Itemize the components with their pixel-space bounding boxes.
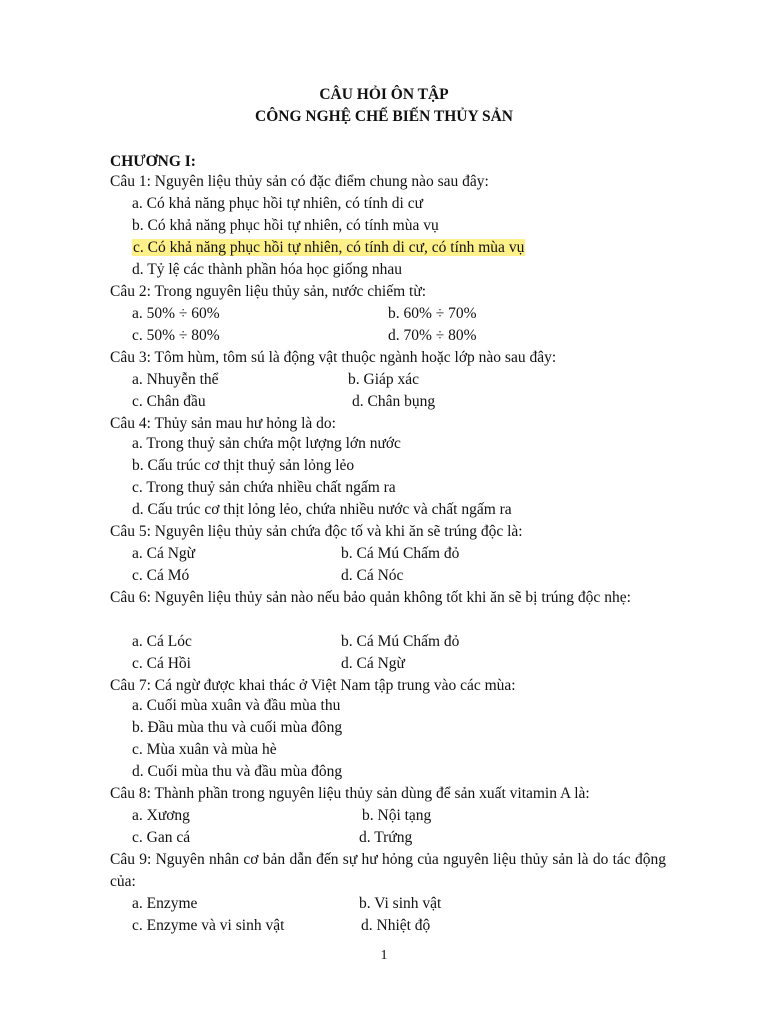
question-3-option-c: c. Chân đầu (132, 393, 206, 410)
page-number: 1 (380, 948, 388, 963)
chapter-heading: CHƯƠNG I: (110, 153, 196, 170)
question-1-option-d: d. Tỷ lệ các thành phần hóa học giống nhau (132, 261, 403, 278)
question-5-option-a: a. Cá Ngừ (132, 545, 196, 562)
question-1-option-c-highlighted (132, 239, 525, 257)
question-1-option-b: b. Có khả năng phục hồi tự nhiên, có tính mùa vụ (132, 217, 439, 234)
question-7-option-b: b. Đầu mùa thu và cuối mùa đông (132, 719, 343, 736)
question-7-option-d: d. Cuối mùa thu và đầu mùa đông (132, 763, 343, 780)
question-9-option-d: d. Nhiệt độ (361, 917, 431, 934)
question-3-option-b: b. Giáp xác (348, 371, 420, 388)
question-9-option-b: b. Vi sinh vật (359, 895, 442, 912)
question-8-option-c: c. Gan cá (132, 829, 191, 846)
answer-highlight: c. Có khả năng phục hồi tự nhiên, có tính di cư, có tính mùa vụ (133, 239, 525, 256)
question-9: Câu 9: Nguyên nhân cơ bản dẫn đến sự hư hỏng của nguyên liệu thủy sản là do tác động của: (110, 851, 666, 890)
question-1-option-a: a. Có khả năng phục hồi tự nhiên, có tính di cư (132, 195, 424, 212)
question-5-option-d: d. Cá Nóc (341, 567, 404, 584)
question-5-option-c: c. Cá Mó (132, 567, 190, 584)
question-3: Câu 3: Tôm hùm, tôm sú là động vật thuộc ngành hoặc lớp nào sau đây: (110, 349, 557, 366)
question-6-option-c: c. Cá Hồi (132, 655, 191, 672)
question-8: Câu 8: Thành phần trong nguyên liệu thủy sản dùng để sản xuất vitamin A là: (110, 785, 590, 802)
question-3-option-d: d. Chân bụng (352, 393, 436, 410)
question-7-option-a: a. Cuối mùa xuân và đầu mùa thu (132, 697, 341, 714)
question-7-option-c: c. Mùa xuân và mùa hè (132, 741, 277, 758)
question-1: Câu 1: Nguyên liệu thủy sản có đặc điểm chung nào sau đây: (110, 173, 489, 190)
question-2-option-a: a. 50% ÷ 60% (132, 305, 220, 322)
question-2-option-b: b. 60% ÷ 70% (388, 305, 477, 322)
question-6-option-d: d. Cá Ngừ (341, 655, 405, 672)
question-4-option-c: c. Trong thuỷ sản chứa nhiều chất ngấm ra (132, 479, 396, 496)
question-8-option-a: a. Xương (132, 807, 190, 824)
question-2-option-d: d. 70% ÷ 80% (388, 327, 477, 344)
question-3-option-a: a. Nhuyễn thể (132, 371, 219, 388)
question-4-option-b: b. Cấu trúc cơ thịt thuỷ sản lỏng lẻo (132, 457, 355, 474)
document-title: CÂU HỎI ÔN TẬP (319, 86, 449, 103)
question-4: Câu 4: Thủy sản mau hư hỏng là do: (110, 415, 336, 432)
question-9-option-a: a. Enzyme (132, 895, 198, 912)
question-6: Câu 6: Nguyên liệu thủy sản nào nếu bảo quản không tốt khi ăn sẽ bị trúng độc nhẹ: (110, 589, 631, 606)
question-4-option-a: a. Trong thuỷ sản chứa một lượng lớn nước (132, 435, 401, 452)
document-subtitle: CÔNG NGHỆ CHẾ BIẾN THỦY SẢN (255, 108, 513, 125)
question-5-option-b: b. Cá Mú Chấm đỏ (341, 545, 460, 562)
question-8-option-d: d. Trứng (359, 829, 413, 846)
question-5: Câu 5: Nguyên liệu thủy sản chứa độc tố và khi ăn sẽ trúng độc là: (110, 523, 523, 540)
question-2: Câu 2: Trong nguyên liệu thủy sản, nước chiếm từ: (110, 283, 427, 300)
question-2-option-c: c. 50% ÷ 80% (132, 327, 220, 344)
question-8-option-b: b. Nội tạng (362, 807, 432, 824)
question-9-option-c: c. Enzyme và vi sinh vật (132, 917, 285, 934)
question-6-option-b: b. Cá Mú Chấm đỏ (341, 633, 460, 650)
question-4-option-d: d. Cấu trúc cơ thịt lỏng lẻo, chứa nhiều nước và chất ngấm ra (132, 501, 512, 518)
question-7: Câu 7: Cá ngừ được khai thác ở Việt Nam tập trung vào các mùa: (110, 677, 516, 694)
question-6-option-a: a. Cá Lóc (132, 633, 192, 650)
